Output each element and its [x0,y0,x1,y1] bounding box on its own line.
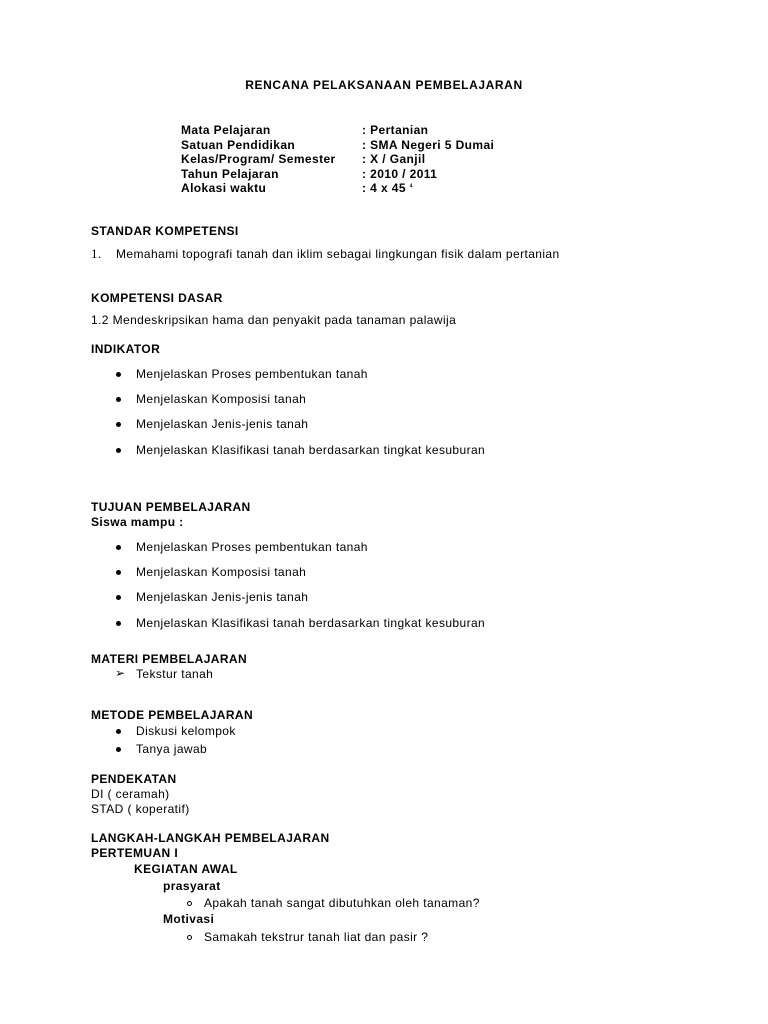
meta-value-alokasi: : 4 x 45 ‘ [362,181,414,195]
meta-value-mata-pelajaran: : Pertanian [362,123,429,137]
meta-label-kelas: Kelas/Program/ Semester [181,152,336,166]
tujuan-item: Menjelaskan Komposisi tanah [136,565,307,579]
langkah-heading: LANGKAH-LANGKAH PEMBELAJARAN [91,831,330,845]
prasyarat-item: Apakah tanah sangat dibutuhkan oleh tanaman? [204,896,480,910]
kompetensi-text: 1.2 Mendeskripsikan hama dan penyakit pada tanaman palawija [91,313,457,327]
document-title: RENCANA PELAKSANAAN PEMBELAJARAN [245,78,523,92]
motivasi-item: Samakah tekstrur tanah liat dan pasir ? [204,930,429,944]
pendekatan-line: STAD ( koperatif) [91,802,190,816]
standar-heading: STANDAR KOMPETENSI [91,224,239,238]
bullet-icon [116,621,121,626]
meta-label-tahun: Tahun Pelajaran [181,167,279,181]
metode-item: Tanya jawab [136,742,208,756]
meta-label-alokasi: Alokasi waktu [181,181,267,195]
circle-bullet-icon [187,901,192,906]
pertemuan-heading: PERTEMUAN I [91,846,179,860]
indikator-item: Menjelaskan Klasifikasi tanah berdasarkan tingkat kesuburan [136,443,486,457]
tujuan-item: Menjelaskan Jenis-jenis tanah [136,590,309,604]
bullet-icon [116,448,121,453]
bullet-icon [116,747,121,752]
bullet-icon [116,422,121,427]
bullet-icon [116,729,121,734]
meta-value-satuan-pendidikan: : SMA Negeri 5 Dumai [362,138,495,152]
bullet-icon [116,570,121,575]
materi-item: Tekstur tanah [136,667,214,681]
meta-label-mata-pelajaran: Mata Pelajaran [181,123,271,137]
bullet-icon [116,595,121,600]
meta-label-satuan-pendidikan: Satuan Pendidikan [181,138,296,152]
tujuan-item: Menjelaskan Proses pembentukan tanah [136,540,368,554]
bullet-icon [116,397,121,402]
meta-value-tahun: : 2010 / 2011 [362,167,438,181]
circle-bullet-icon [187,935,192,940]
motivasi-label: Motivasi [163,912,215,926]
kegiatan-heading: KEGIATAN AWAL [134,862,238,876]
indikator-item: Menjelaskan Komposisi tanah [136,392,307,406]
bullet-icon [116,545,121,550]
tujuan-heading: TUJUAN PEMBELAJARAN [91,500,251,514]
pendekatan-line: DI ( ceramah) [91,787,170,801]
standar-number: 1. [91,246,102,261]
prasyarat-label: prasyarat [163,879,221,893]
metode-item: Diskusi kelompok [136,724,236,738]
metode-heading: METODE PEMBELAJARAN [91,708,254,722]
indikator-item: Menjelaskan Proses pembentukan tanah [136,367,368,381]
tujuan-subheading: Siswa mampu : [91,515,184,529]
kompetensi-heading: KOMPETENSI DASAR [91,291,223,305]
tujuan-item: Menjelaskan Klasifikasi tanah berdasarkan tingkat kesuburan [136,616,486,630]
arrow-bullet-icon: ➢ [115,666,126,680]
indikator-heading: INDIKATOR [91,342,161,356]
pendekatan-heading: PENDEKATAN [91,772,177,786]
standar-text: Memahami topografi tanah dan iklim sebagai lingkungan fisik dalam pertanian [116,247,560,261]
bullet-icon [116,372,121,377]
indikator-item: Menjelaskan Jenis-jenis tanah [136,417,309,431]
meta-value-kelas: : X / Ganjil [362,152,426,166]
materi-heading: MATERI PEMBELAJARAN [91,652,248,666]
